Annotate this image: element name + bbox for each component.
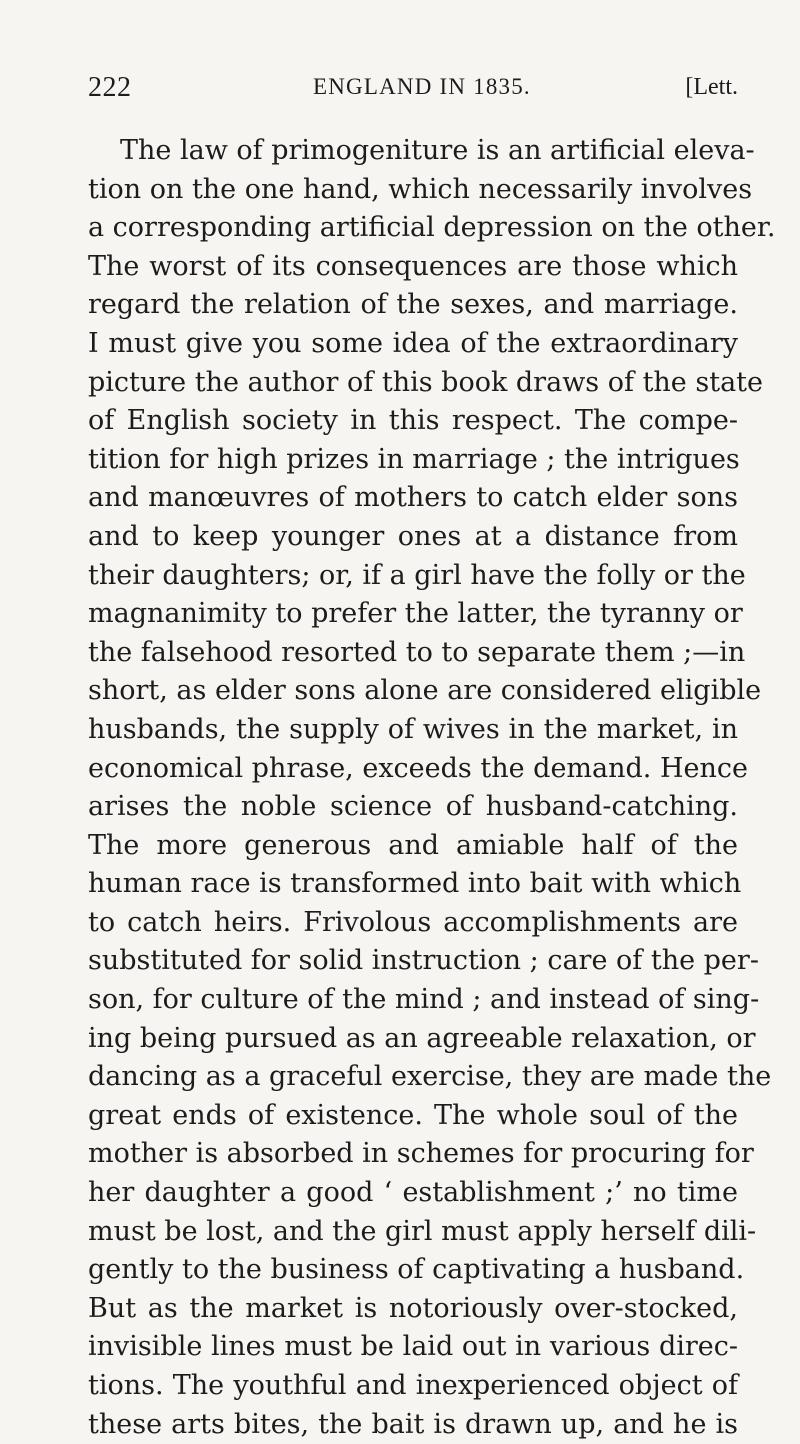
text-line: arises the noble science of husband-catching. bbox=[88, 791, 738, 823]
text-line: and to keep younger ones at a distance from bbox=[88, 520, 738, 552]
text-line: and manœuvres of mothers to catch elder sons bbox=[88, 482, 738, 514]
text-line: son, for culture of the mind ; and instead of sing- bbox=[88, 984, 760, 1016]
section-label: [Lett. bbox=[685, 74, 738, 100]
body-text bbox=[88, 132, 776, 1444]
text-line: The worst of its consequences are those which bbox=[88, 250, 738, 282]
text-line: gently to the business of captivating a husband. bbox=[88, 1254, 745, 1286]
text-line: regard the relation of the sexes, and marriage. bbox=[88, 289, 738, 321]
text-line: their daughters; or, if a girl have the folly or the bbox=[88, 559, 746, 591]
text-line: ing being pursued as an agreeable relaxation, or bbox=[88, 1022, 756, 1054]
text-line: the falsehood resorted to to separate them ;—in bbox=[88, 636, 746, 668]
text-line: a corresponding artificial depression on the other. bbox=[88, 212, 776, 244]
text-line: The law of primogeniture is an artificial eleva- bbox=[120, 135, 755, 166]
text-line: picture the author of this book draws of the state bbox=[88, 366, 763, 398]
text-line: human race is transformed into bait with which bbox=[88, 868, 742, 900]
text-line: I must give you some idea of the extraordinary bbox=[88, 327, 738, 359]
page-number: 222 bbox=[88, 72, 132, 103]
text-line: The more generous and amiable half of the bbox=[88, 829, 738, 861]
text-line: her daughter a good ‘ establishment ;’ no time bbox=[88, 1177, 738, 1209]
text-line: But as the market is notoriously over-stocked, bbox=[88, 1292, 738, 1324]
text-line: husbands, the supply of wives in the market, in bbox=[88, 713, 738, 745]
text-line: tition for high prizes in marriage ; the intrigues bbox=[88, 443, 740, 475]
text-line: short, as elder sons alone are considered eligible bbox=[88, 675, 762, 707]
text-line: dancing as a graceful exercise, they are made the bbox=[88, 1061, 772, 1093]
text-line: tions. The youthful and inexperienced object of bbox=[88, 1370, 738, 1401]
text-line: magnanimity to prefer the latter, the tyranny or bbox=[88, 598, 743, 630]
text-line: invisible lines must be laid out in various direc- bbox=[88, 1331, 738, 1363]
text-line: to catch heirs. Frivolous accomplishments are bbox=[88, 906, 738, 938]
text-line: tion on the one hand, which necessarily involves bbox=[88, 173, 753, 205]
text-line: great ends of existence. The whole soul of the bbox=[88, 1099, 738, 1131]
page-header bbox=[88, 72, 738, 112]
text-line: these arts bites, the bait is drawn up, and he is bbox=[88, 1408, 738, 1440]
text-line: must be lost, and the girl must apply herself dili- bbox=[88, 1215, 757, 1247]
text-line: economical phrase, exceeds the demand. Hence bbox=[88, 752, 748, 784]
book-page bbox=[88, 72, 776, 1440]
running-title: ENGLAND IN 1835. bbox=[313, 74, 531, 99]
text-line: mother is absorbed in schemes for procuring for bbox=[88, 1138, 754, 1170]
text-line: substituted for solid instruction ; care of the per- bbox=[88, 945, 759, 977]
text-line: of English society in this respect. The compe- bbox=[88, 405, 738, 437]
